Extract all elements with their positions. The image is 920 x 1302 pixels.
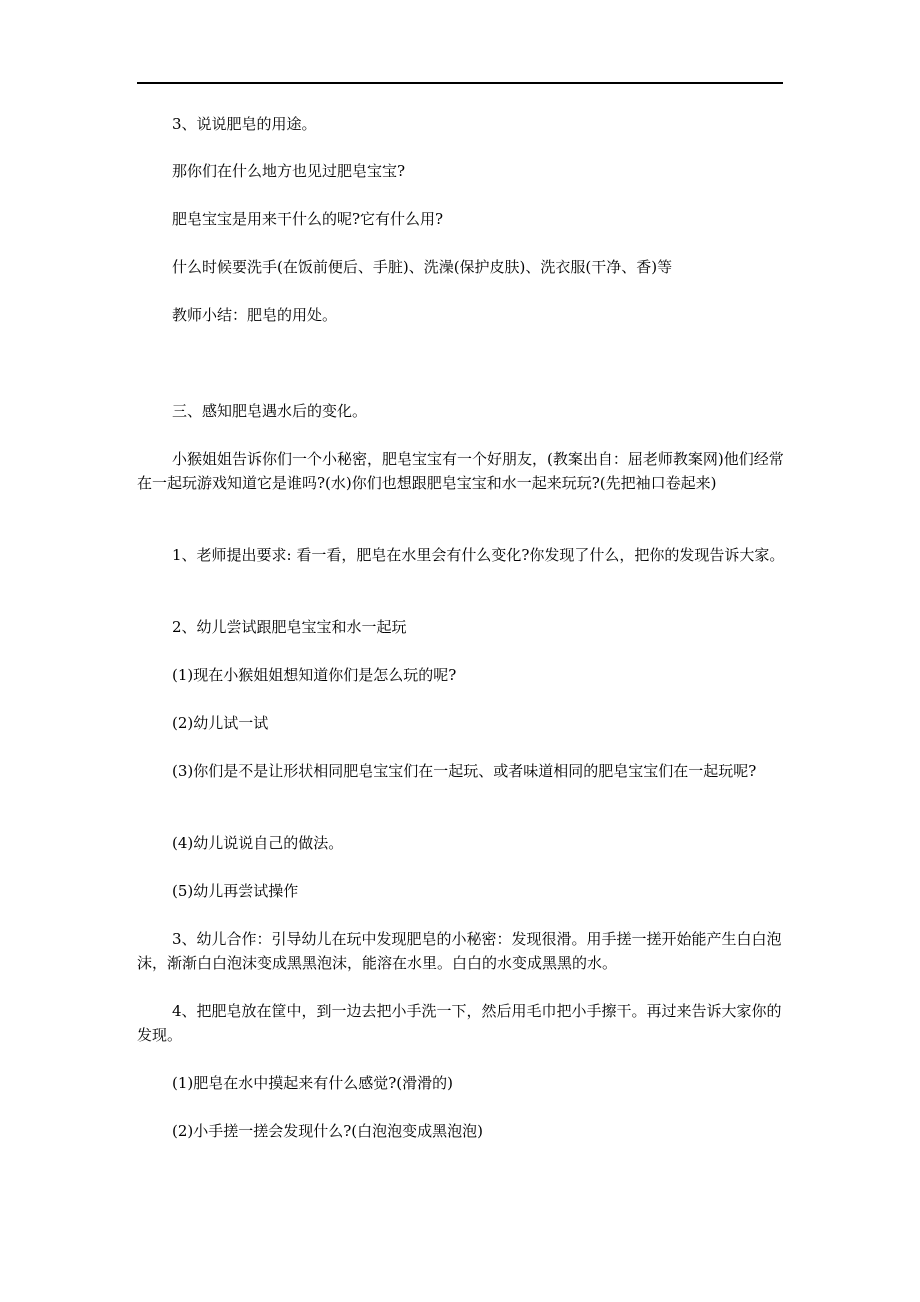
section-heading-three: 三、感知肥皂遇水后的变化。	[172, 402, 368, 420]
header-rule	[137, 82, 783, 84]
paragraph-when-wash: 什么时候要洗手(在饭前便后、手脏)、洗澡(保护皮肤)、洗衣服(干净、香)等	[172, 258, 673, 276]
paragraph-item-5: (5)幼儿再尝试操作	[172, 882, 299, 900]
paragraph-item-2: (2)幼儿试一试	[172, 714, 269, 732]
paragraph-item-3: (3)你们是不是让形状相同肥皂宝宝们在一起玩、或者味道相同的肥皂宝宝们在一起玩呢?	[172, 762, 757, 780]
paragraph-secret: 小猴姐姐告诉你们一个小秘密，肥皂宝宝有一个好朋友，(教案出自：屈老师教案网)他们经常在一起玩游戏知道它是谁吗?(水)你们也想跟肥皂宝宝和水一起来玩玩?(先把袖口卷起来)	[137, 450, 784, 492]
paragraph-wash-hands: 4、把肥皂放在筐中，到一边去把小手洗一下，然后用毛巾把小手擦干。再过来告诉大家你的发现。	[137, 1002, 782, 1044]
paragraph-children-try: 2、幼儿尝试跟肥皂宝宝和水一起玩	[172, 618, 407, 636]
paragraph-question-2: (2)小手搓一搓会发现什么?(白泡泡变成黑泡泡)	[172, 1122, 483, 1140]
paragraph-teacher-request: 1、老师提出要求: 看一看，肥皂在水里会有什么变化?你发现了什么，把你的发现告诉大家。	[172, 546, 785, 564]
paragraph-usage-heading: 3、说说肥皂的用途。	[172, 115, 317, 133]
paragraph-where-seen: 那你们在什么地方也见过肥皂宝宝?	[172, 162, 406, 180]
paragraph-question-1: (1)肥皂在水中摸起来有什么感觉?(滑滑的)	[172, 1074, 453, 1092]
paragraph-what-for: 肥皂宝宝是用来干什么的呢?它有什么用?	[172, 210, 444, 228]
paragraph-cooperation: 3、幼儿合作：引导幼儿在玩中发现肥皂的小秘密：发现很滑。用手搓一搓开始能产生白白泡沫，渐渐白白泡沫变成黑黑泡沫，能溶在水里。白白的水变成黑黑的水。	[137, 930, 782, 972]
paragraph-item-4: (4)幼儿说说自己的做法。	[172, 834, 344, 852]
paragraph-teacher-summary: 教师小结：肥皂的用处。	[172, 306, 338, 324]
paragraph-item-1: (1)现在小猴姐姐想知道你们是怎么玩的呢?	[172, 666, 457, 684]
